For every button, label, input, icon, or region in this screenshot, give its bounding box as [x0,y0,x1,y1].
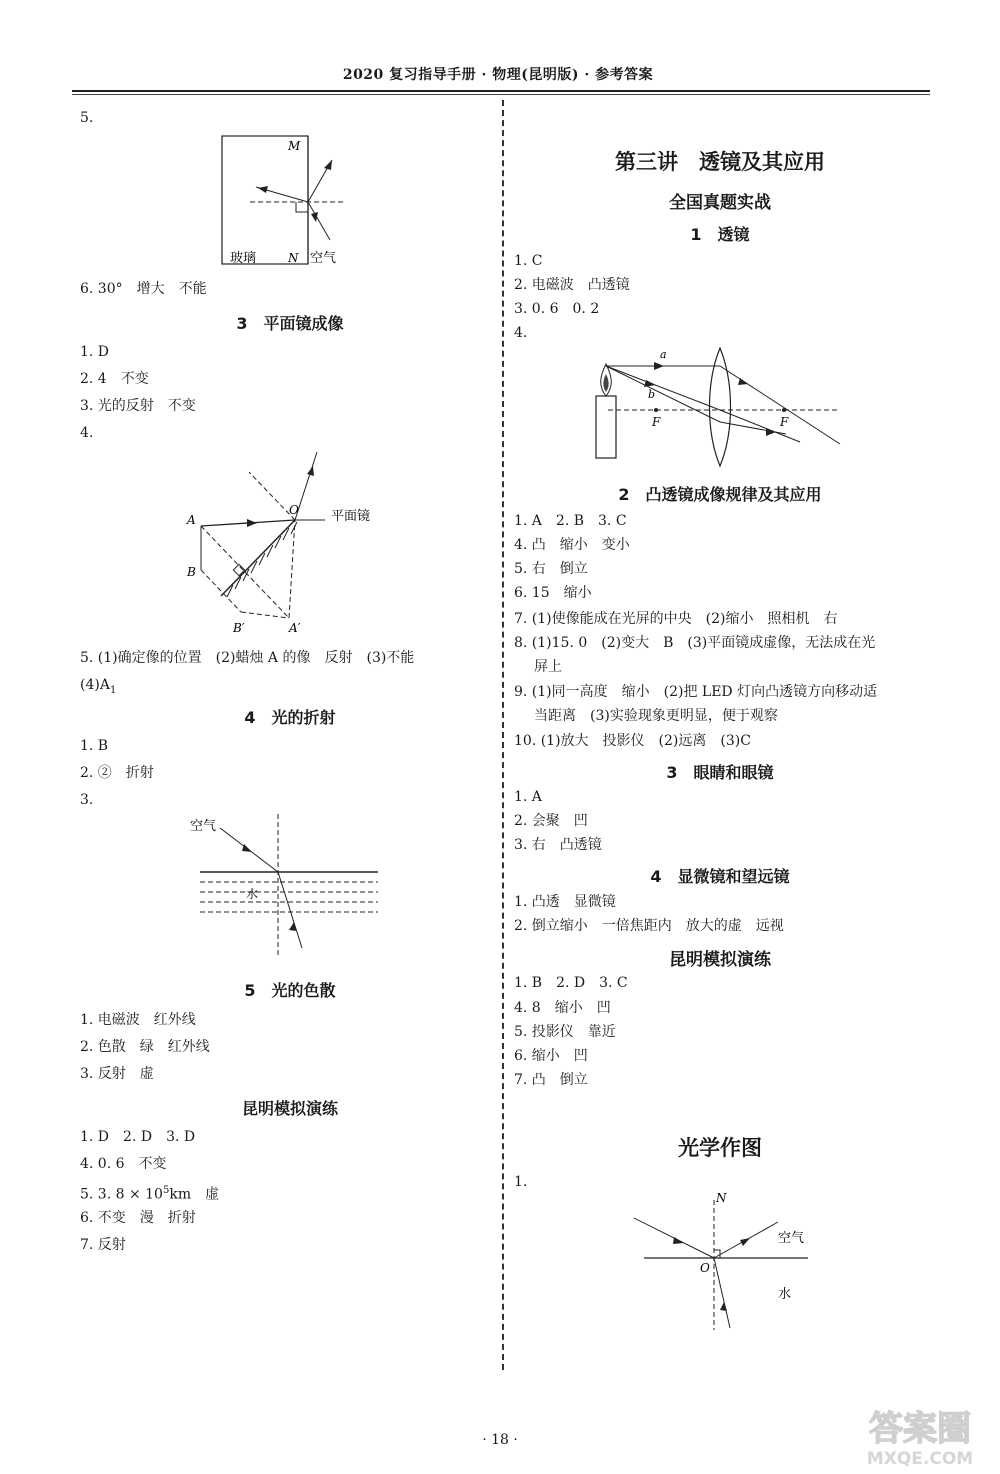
watermark-url: MXQE.COM [866,1449,974,1469]
sim-answer-6: 6. 不变 漫 折射 [80,1210,196,1226]
sec5-answer-3: 3. 反射 虚 [80,1066,154,1082]
sec5-answer-1: 1. 电磁波 红外线 [80,1012,196,1028]
q5-label: 5. [80,110,94,126]
r-sim-4: 4. 8 缩小 凹 [514,1000,611,1016]
mirror-label: 平面镜 [331,509,371,524]
s1-answer-4: 4. [514,325,528,341]
sec3-answer-1: 1. D [80,344,110,360]
focus-left-label: F [652,415,661,429]
watermark-logo [850,1400,990,1470]
section-5-title: 5 光的色散 [244,981,336,1000]
s2-line-4: 6. 15 缩小 [514,585,592,601]
sec4-answer-3: 3. [80,792,94,808]
chapter-title: 第三讲 透镜及其应用 [615,150,825,174]
section-2-title: 2 凸透镜成像规律及其应用 [618,485,822,504]
section-4-title: 4 光的折射 [244,708,336,727]
sim-answer-7: 7. 反射 [80,1237,126,1253]
optics-q1-label: 1. [514,1174,528,1190]
ray-b-label: b [648,388,656,401]
header-rule-thin [72,94,930,95]
point-a-image: A′ [289,621,301,635]
s4-answer-1: 1. 凸透 显微镜 [514,894,616,910]
s2-line-1: 1. A 2. B 3. C [514,513,627,529]
ray-a-label: a [660,348,667,361]
column-divider [502,100,504,1370]
section-3-eye-title: 3 眼睛和眼镜 [666,763,774,782]
sec5-answer-2: 2. 色散 绿 红外线 [80,1039,210,1055]
convex-lens-figure [590,342,850,472]
page-number: · 18 · [482,1432,518,1448]
sec3-answer-5b: $(4)A_1$ [80,677,117,696]
r-sim-7: 7. 凸 倒立 [514,1072,588,1088]
air-water-refraction-figure [190,810,390,960]
air-label: 空气 [778,1231,805,1246]
plane-mirror-figure [185,448,405,640]
s1-answer-2: 2. 电磁波 凸透镜 [514,277,630,293]
point-o: O [700,1261,710,1275]
section-1-title: 1 透镜 [690,225,750,244]
water-label: 水 [246,887,259,901]
q6-answer: 6. 30° 增大 不能 [80,281,207,297]
s2-line-2: 4. 凸 缩小 变小 [514,537,630,553]
normal-label: N [716,1191,727,1205]
kunming-sim-title-left: 昆明模拟演练 [241,1099,338,1118]
sec3-answer-5a: 5. (1)确定像的位置 (2)蜡烛 A 的像 反射 (3)不能 [80,650,415,666]
point-o: O [289,503,299,517]
s3-answer-2: 2. 会聚 凹 [514,813,588,829]
water-label: 水 [778,1287,792,1302]
glass-refraction-figure [200,130,370,270]
s2-line-6: 8. (1)15. 0 (2)变大 B (3)平面镜成虚像，无法成在光 [514,635,876,651]
s2-line-9: 当距离 (3)实验现象更明显，便于观察 [534,708,778,724]
section-3-title: 3 平面镜成像 [236,314,344,333]
s1-answer-1: 1. C [514,253,543,269]
s2-line-8: 9. (1)同一高度 缩小 (2)把 LED 灯向凸透镜方向移动适 [514,684,878,700]
sim-answer-5: 5. 3. $8 \times 10^5km$ 虚 [80,1185,220,1203]
sec4-answer-1: 1. B [80,738,109,754]
watermark-text: 答案圈 [869,1409,971,1449]
r-sim-6: 6. 缩小 凹 [514,1048,588,1064]
s1-answer-3: 3. 0. 6 0. 2 [514,301,600,317]
header-rule [72,90,930,92]
point-b-image: B′ [233,621,245,635]
air-label: 空气 [190,819,217,834]
point-a: A [187,513,196,527]
s4-answer-2: 2. 倒立缩小 一倍焦距内 放大的虚 远视 [514,918,784,934]
sec3-answer-3: 3. 光的反射 不变 [80,398,196,414]
sec4-answer-2: 2. ② 折射 [80,765,154,781]
sim-answer-4: 4. 0. 6 不变 [80,1156,167,1172]
sec3-answer-2: 2. 4 不变 [80,371,149,387]
focus-right-label: F [780,415,789,429]
air-label: 空气 [310,251,337,266]
national-exam-title: 全国真题实战 [669,193,771,213]
mirror-label-m: M [288,139,301,153]
r-sim-1: 1. B 2. D 3. C [514,975,628,991]
glass-label: 玻璃 [230,251,257,266]
kunming-sim-title-right: 昆明模拟演练 [669,950,771,970]
s3-answer-1: 1. A [514,789,542,805]
mirror-label-n: N [288,251,299,265]
section-4-scope-title: 4 显微镜和望远镜 [650,867,790,886]
optics-reflection-refraction-figure [630,1190,820,1340]
point-b: B [187,565,196,579]
s3-answer-3: 3. 右 凸透镜 [514,837,602,853]
r-sim-5: 5. 投影仪 靠近 [514,1024,616,1040]
s2-line-10: 10. (1)放大 投影仪 (2)远离 (3)C [514,733,751,749]
s2-line-7: 屏上 [534,659,562,675]
optics-drawing-title: 光学作图 [678,1136,762,1160]
page-header: 2020 复习指导手册 · 物理(昆明版) · 参考答案 [342,67,654,83]
sim-answer-1: 1. D 2. D 3. D [80,1129,196,1145]
s2-line-3: 5. 右 倒立 [514,561,588,577]
sec3-answer-4: 4. [80,425,94,441]
s2-line-5: 7. (1)使像能成在光屏的中央 (2)缩小 照相机 右 [514,611,838,627]
